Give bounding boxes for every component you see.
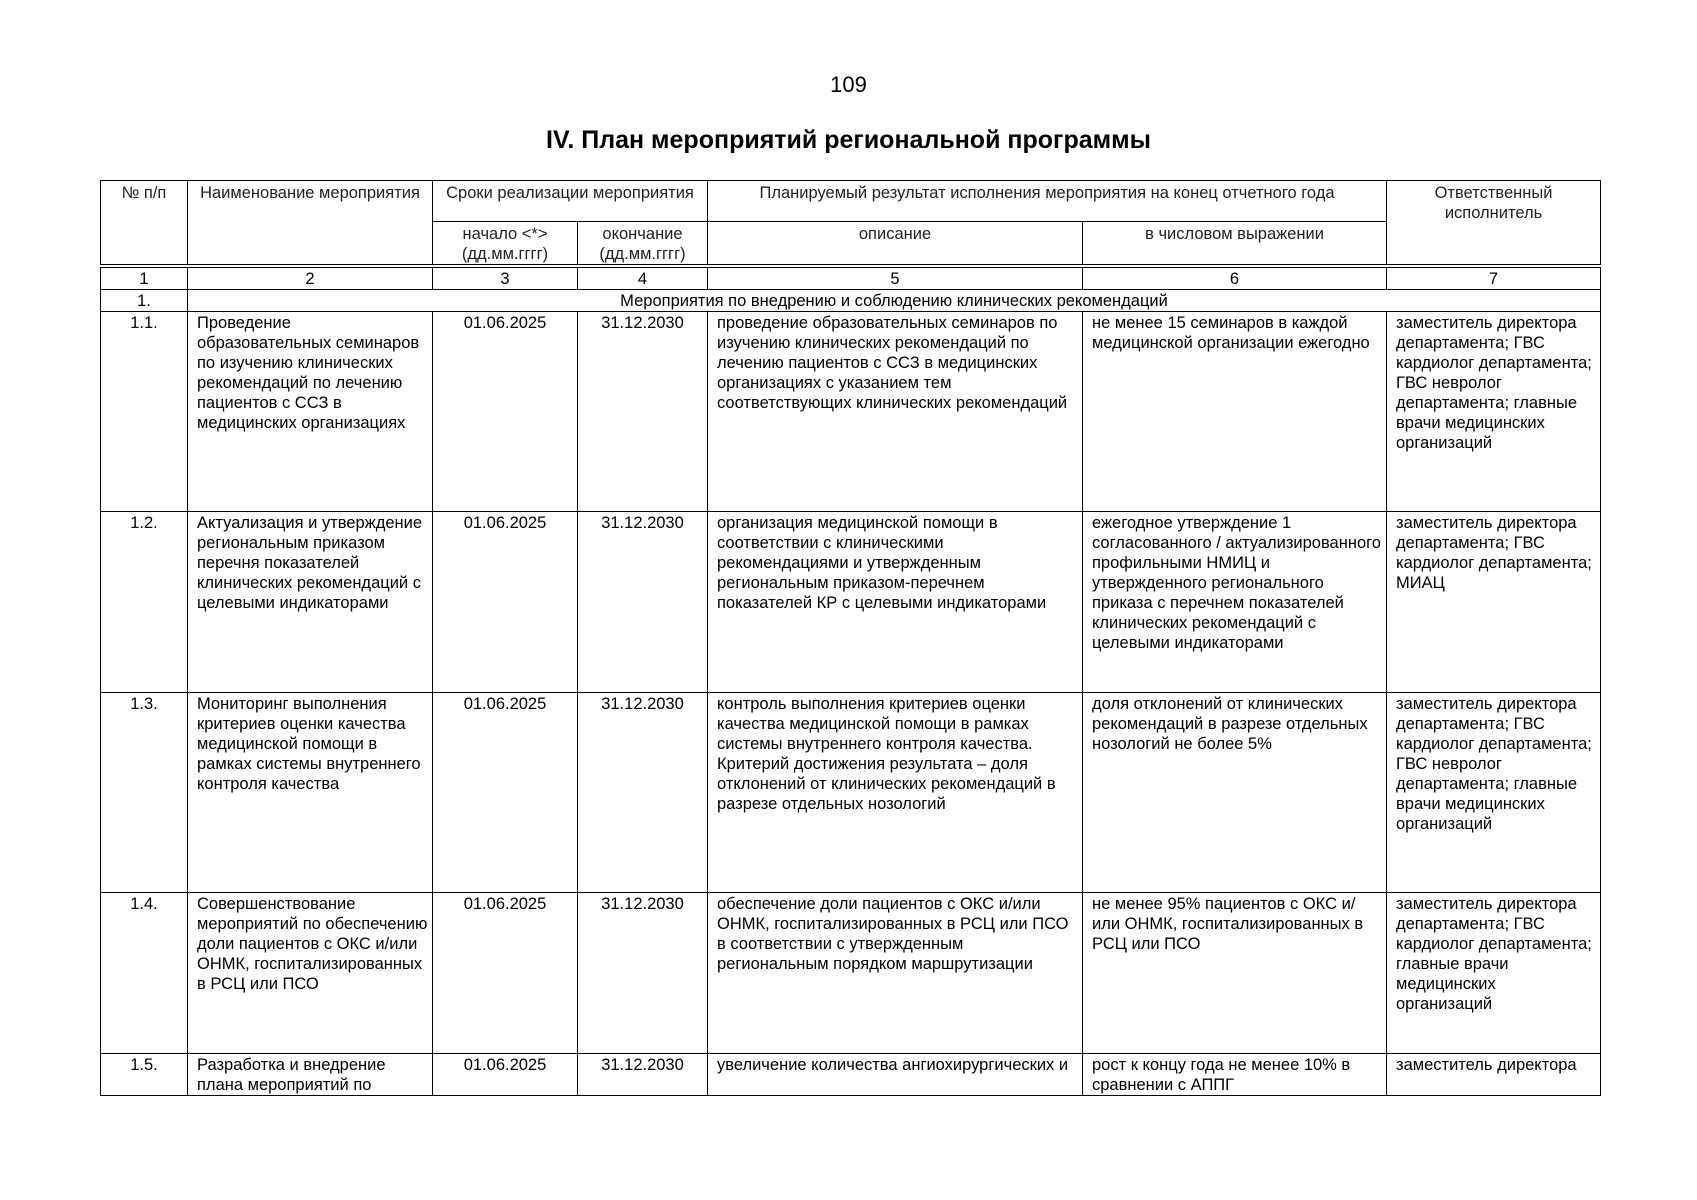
responsible-executor: заместитель директора департамента; ГВС кардиолог департамента; МИАЦ bbox=[1387, 512, 1601, 693]
start-date: 01.06.2025 bbox=[433, 1054, 578, 1096]
column-number: 3 bbox=[433, 268, 578, 290]
responsible-executor: заместитель директора bbox=[1387, 1054, 1601, 1096]
end-date: 31.12.2030 bbox=[578, 893, 708, 1054]
section-number: 1. bbox=[101, 290, 188, 312]
header-number: № п/п bbox=[101, 181, 188, 265]
result-description: контроль выполнения критериев оценки качества медицинской помощи в рамках системы внутреннего контроля качества. Критерий достижения результата – доля отклонений от клинических рекомендаций в разрезе отдельных нозологий bbox=[708, 693, 1083, 893]
start-date: 01.06.2025 bbox=[433, 512, 578, 693]
section-row bbox=[101, 290, 1601, 312]
result-numeric: доля отклонений от клинических рекомендаций в разрезе отдельных нозологий не более 5% bbox=[1083, 693, 1387, 893]
column-number: 7 bbox=[1387, 268, 1601, 290]
header-name: Наименование мероприятия bbox=[188, 181, 433, 265]
header-start-date: начало <*> (дд.мм.гггг) bbox=[433, 222, 578, 265]
table-header bbox=[100, 180, 1601, 265]
start-date: 01.06.2025 bbox=[433, 893, 578, 1054]
end-date: 31.12.2030 bbox=[578, 512, 708, 693]
column-number: 2 bbox=[188, 268, 433, 290]
section-title: Мероприятия по внедрению и соблюдению клинических рекомендаций bbox=[188, 290, 1601, 312]
column-number: 1 bbox=[101, 268, 188, 290]
result-numeric: не менее 95% пациентов с ОКС и/или ОНМК, госпитализированных в РСЦ или ПСО bbox=[1083, 893, 1387, 1054]
page-number: 109 bbox=[830, 72, 867, 97]
result-numeric: ежегодное утверждение 1 согласованного / актуализированного профильными НМИЦ и утвержденного регионального приказа с перечнем показателей клинических рекомендаций с целевыми индикаторами bbox=[1083, 512, 1387, 693]
table-row bbox=[101, 1054, 1601, 1096]
column-number: 6 bbox=[1083, 268, 1387, 290]
end-date: 31.12.2030 bbox=[578, 312, 708, 512]
document-title: IV. План мероприятий региональной программы bbox=[546, 126, 1151, 154]
activity-name: Совершенствование мероприятий по обеспечению доли пациентов с ОКС и/или ОНМК, госпитализированных в РСЦ или ПСО bbox=[188, 893, 433, 1054]
row-number: 1.5. bbox=[101, 1054, 188, 1096]
activity-name: Мониторинг выполнения критериев оценки качества медицинской помощи в рамках системы внутреннего контроля качества bbox=[188, 693, 433, 893]
header-description: описание bbox=[708, 222, 1083, 265]
activity-name: Разработка и внедрение плана мероприятий по bbox=[188, 1054, 433, 1096]
end-date: 31.12.2030 bbox=[578, 693, 708, 893]
start-date: 01.06.2025 bbox=[433, 312, 578, 512]
activity-name: Проведение образовательных семинаров по изучению клинических рекомендаций по лечению пациентов с ССЗ в медицинских организациях bbox=[188, 312, 433, 512]
row-number: 1.3. bbox=[101, 693, 188, 893]
end-date: 31.12.2030 bbox=[578, 1054, 708, 1096]
header-responsible: Ответственный исполнитель bbox=[1387, 181, 1601, 265]
responsible-executor: заместитель директора департамента; ГВС кардиолог департамента; ГВС невролог департамента; главные врачи медицинских организаций bbox=[1387, 693, 1601, 893]
column-number: 5 bbox=[708, 268, 1083, 290]
table-row bbox=[101, 312, 1601, 512]
column-number-row bbox=[101, 268, 1601, 290]
activity-name: Актуализация и утверждение региональным приказом перечня показателей клинических рекомендаций с целевыми индикаторами bbox=[188, 512, 433, 693]
start-date: 01.06.2025 bbox=[433, 693, 578, 893]
table-row bbox=[101, 693, 1601, 893]
column-number: 4 bbox=[578, 268, 708, 290]
header-planned-result: Планируемый результат исполнения мероприятия на конец отчетного года bbox=[708, 181, 1387, 222]
row-number: 1.4. bbox=[101, 893, 188, 1054]
result-numeric: не менее 15 семинаров в каждой медицинской организации ежегодно bbox=[1083, 312, 1387, 512]
result-description: увеличение количества ангиохирургических и bbox=[708, 1054, 1083, 1096]
table-row bbox=[101, 512, 1601, 693]
header-numeric: в числовом выражении bbox=[1083, 222, 1387, 265]
result-description: обеспечение доли пациентов с ОКС и/или ОНМК, госпитализированных в РСЦ или ПСО в соответствии с утвержденным региональным порядком маршрутизации bbox=[708, 893, 1083, 1054]
result-description: проведение образовательных семинаров по изучению клинических рекомендаций по лечению пациентов с ССЗ в медицинских организациях с указанием тем соответствующих клинических рекомендаций bbox=[708, 312, 1083, 512]
result-description: организация медицинской помощи в соответствии с клиническими рекомендациями и утвержденным региональным приказом-перечнем показателей КР с целевыми индикаторами bbox=[708, 512, 1083, 693]
table-row bbox=[101, 893, 1601, 1054]
responsible-executor: заместитель директора департамента; ГВС кардиолог департамента; ГВС невролог департамента; главные врачи медицинских организаций bbox=[1387, 312, 1601, 512]
row-number: 1.1. bbox=[101, 312, 188, 512]
result-numeric: рост к концу года не менее 10% в сравнении с АППГ bbox=[1083, 1054, 1387, 1096]
row-number: 1.2. bbox=[101, 512, 188, 693]
header-end-date: окончание (дд.мм.гггг) bbox=[578, 222, 708, 265]
header-terms: Сроки реализации мероприятия bbox=[433, 181, 708, 222]
plan-table bbox=[100, 267, 1601, 1096]
responsible-executor: заместитель директора департамента; ГВС кардиолог департамента; главные врачи медицинских организаций bbox=[1387, 893, 1601, 1054]
